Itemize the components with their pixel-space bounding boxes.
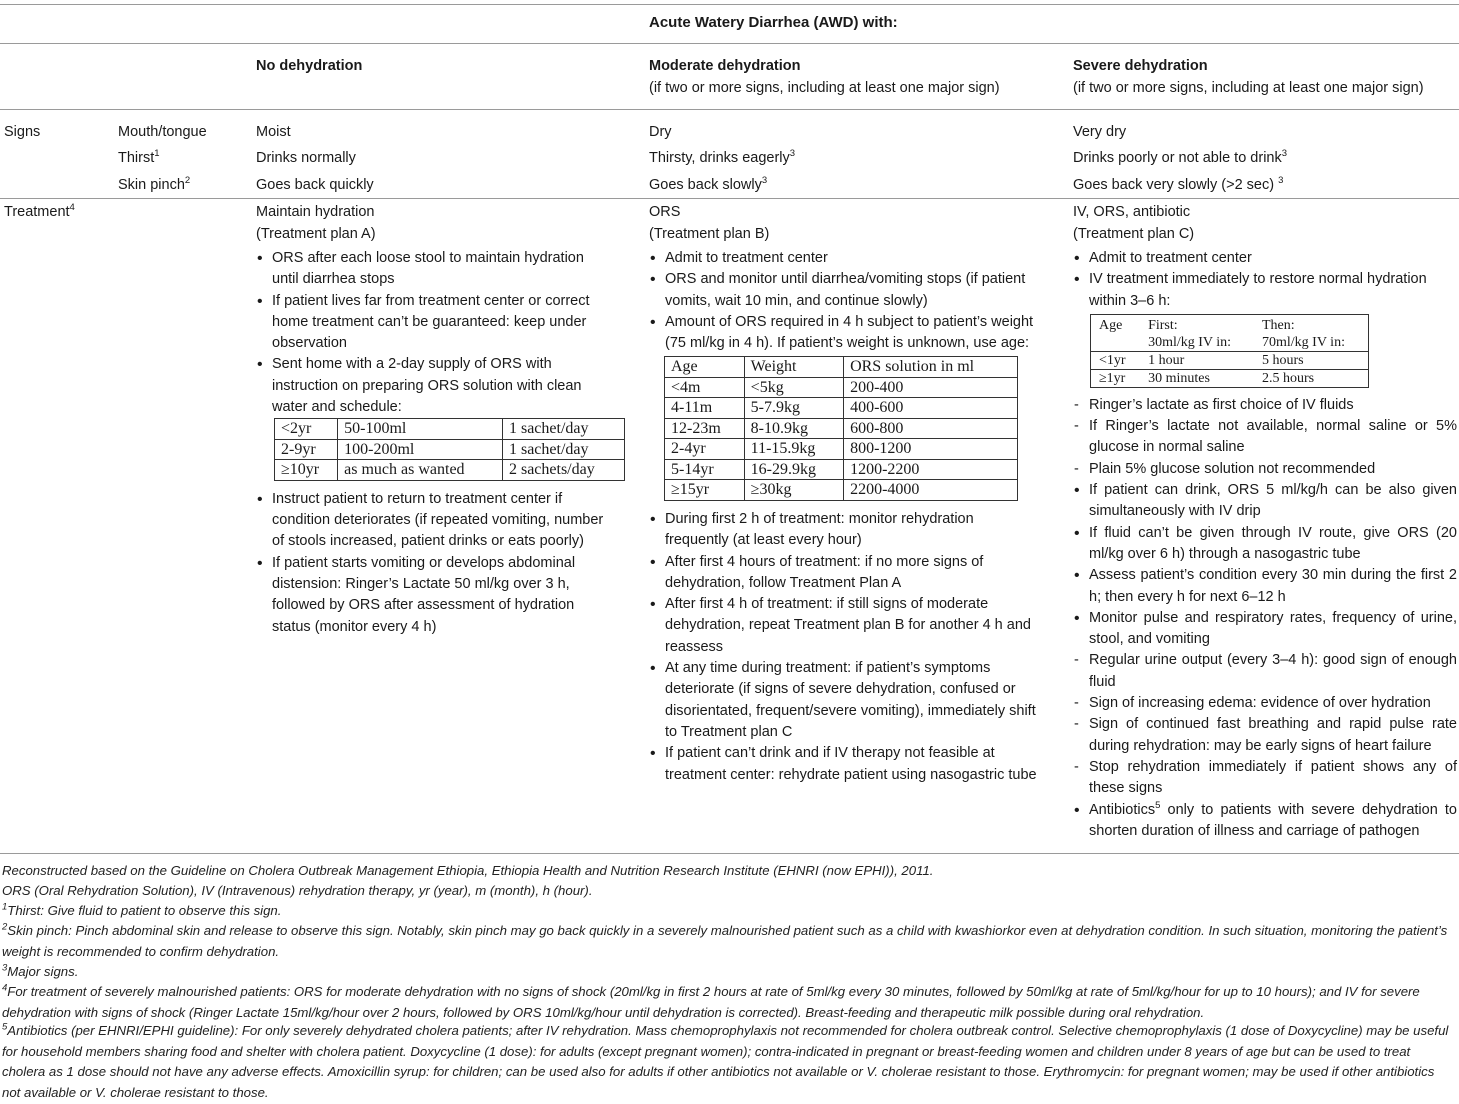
sign-name: Thirst$^1$ [118,148,160,166]
list-item: • ORS and monitor until diarrhea/vomiting stops (if patient vomits, wait 10 min, and continue slowly) [649,269,1041,312]
sign-moderate: Thirsty, drinks eagerly$^3$ [649,148,796,166]
plan-b-list-1 [649,248,1041,333]
plan-a-subheading: (Treatment plan A) [256,225,376,242]
ors-supply-table [274,418,625,481]
col-header-moderate [649,56,1000,99]
top-rule [0,4,1459,5]
treatment-plan-b [649,202,1041,786]
table-header-row: Age Weight ORS solution in ml [665,357,1018,378]
list-item: • If fluid can’t be given through IV route, give ORS (20 ml/kg over 6 h) through a nasogastric tube [1073,523,1457,566]
list-item: • At any time during treatment: if patient’s symptoms deteriorate (if signs of severe dehydration, confused or disorientated, frequent/severe vomiting), immediately shift to Treatment plan C [649,658,1041,743]
list-item: • Sent home with a 2-day supply of ORS with instruction on preparing ORS solution with clean water and schedule: [256,354,608,418]
sign-severe: Drinks poorly or not able to drink$^3$ [1073,148,1288,166]
column-header-rule [0,109,1459,110]
footnote-abbreviations: ORS (Oral Rehydration Solution), IV (Intravenous) rehydration therapy, yr (year), m (month), h (hour). [2,883,593,898]
sign-name: Mouth/tongue [118,124,207,140]
sign-none: Goes back quickly [256,177,374,193]
list-item: • If patient can’t drink and if IV therapy not feasible at treatment center: rehydrate patient using nasogastric tube [649,743,1041,786]
table-row: 5-14yr 16-29.9kg 1200-2200 [665,459,1018,480]
plan-c-list-1 [1073,248,1457,312]
plan-a-list-1 [256,248,608,418]
list-item: • Admit to treatment center [1073,248,1457,269]
list-item: • If patient can drink, ORS 5 ml/kg/h can be also given simultaneously with IV drip [1073,480,1457,523]
plan-c-list-2 [1073,395,1457,842]
plan-c-subheading: (Treatment plan C) [1073,225,1195,242]
table-row: <2yr 50-100ml 1 sachet/day [275,419,625,440]
treatment-plan-a [256,202,608,638]
col-subtitle: (if two or more signs, including at least one major sign) [1073,79,1424,96]
col-title: No dehydration [256,58,363,74]
plan-a-heading: Maintain hydration [256,204,375,220]
table-row: ≥10yr as much as wanted 2 sachets/day [275,460,625,481]
table-row: 12-23m 8-10.9kg 600-800 [665,418,1018,439]
list-item: • ORS after each loose stool to maintain hydration until diarrhea stops [256,248,608,291]
treatment-plan-c [1073,202,1457,842]
list-item: • IV treatment immediately to restore normal hydration within 3–6 h: [1073,269,1457,312]
plan-b-list-2 [649,509,1041,786]
plan-b-subheading: (Treatment plan B) [649,225,770,242]
list-item: • Antibiotics$^5$ only to patients with severe dehydration to shorten duration of illness and carriage of pathogen [1073,800,1457,843]
sign-severe: Very dry [1073,124,1127,140]
list-item: • After first 4 hours of treatment: if no more signs of dehydration, follow Treatment Plan A [649,552,1041,595]
col-header-none [256,56,362,78]
table-bottom-rule [0,853,1459,854]
header-rule [0,43,1459,44]
sign-name: Skin pinch$^2$ [118,175,191,193]
list-item: - Stop rehydration immediately if patient shows any of these signs [1073,757,1457,800]
list-item: • Admit to treatment center [649,248,1041,269]
list-item: - Sign of continued fast breathing and rapid pulse rate during rehydration: may be early signs of heart failure [1073,714,1457,757]
treatment-label: Treatment$^4$ [4,202,75,220]
list-item: - Regular urine output (every 3–4 h): good sign of enough fluid [1073,650,1457,693]
footnote-4: $^4$For treatment of severely malnourished patients: ORS for moderate dehydration with no signs of shock (20ml/kg in first 2 hours at rate of 5ml/kg every 30 minutes, followed by 50ml/kg at rate of 5ml/kg/hour for up to 10 hours); and IV for severe dehydration with signs of shock (Ringer Lactate 15ml/kg/hour over 2 hours, followed by ORS 10ml/kg/hour until dehydration is corrected). Breast-feeding and therapeutic milk possible during oral rehydration. [2,982,1420,1020]
list-item: • If patient lives far from treatment center or correct home treatment can’t be guaranteed: keep under observation [256,291,608,355]
plan-c-heading: IV, ORS, antibiotic [1073,204,1191,220]
footnote-2: $^2$Skin pinch: Pinch abdominal skin and release to observe this sign. Notably, skin pinch may go back quickly in a severely malnourished patient such as a child with kwashiorkor even at dehydration condition. In such situation, monitoring the patient’s weight is recommended to confirm dehydration. [2,921,1448,959]
list-item: • Instruct patient to return to treatment center if condition deteriorates (if repeated vomiting, number of stools increased, patient drinks or eats poorly) [256,489,608,553]
list-item: - Ringer’s lactate as first choice of IV fluids [1073,395,1457,416]
col-subtitle: (if two or more signs, including at least one major sign) [649,79,1000,96]
footnote-source: Reconstructed based on the Guideline on Cholera Outbreak Management Ethiopia, Ethiopia Health and Nutrition Research Institute (EHNRI (now EPHI)), 2011. [2,863,934,878]
table-row: 4-11m 5-7.9kg 400-600 [665,398,1018,419]
signs-rule [0,198,1459,199]
ors-amount-table [664,356,1018,501]
col-title: Moderate dehydration [649,58,801,74]
plan-b-note: (75 ml/kg in 4 h). If patient’s weight is unknown, use age: [665,335,1030,352]
list-item: • If patient starts vomiting or develops abdominal distension: Ringer’s Lactate 50 ml/kg over 3 h, followed by ORS after assessment of hydration status (monitor every 4 h) [256,553,608,638]
list-item: • After first 4 h of treatment: if still signs of moderate dehydration, repeat Treatment plan B for another 4 h and reassess [649,594,1041,658]
sign-moderate: Dry [649,124,672,140]
footnote-3: $^3$Major signs. [2,962,79,979]
list-item: • Amount of ORS required in 4 h subject to patient’s weight [649,312,1041,333]
list-item: - Sign of increasing edema: evidence of over hydration [1073,693,1457,714]
table-row: <1yr 1 hour 5 hours [1091,351,1369,369]
list-item: • During first 2 h of treatment: monitor rehydration frequently (at least every hour) [649,509,1041,552]
table-row: ≥15yr ≥30kg 2200-4000 [665,480,1018,501]
table-header-row: Age First: 30ml/kg IV in: Then: 70ml/kg IV in: [1091,314,1369,351]
footnote-5: $^5$Antibiotics (per EHNRI/EPHI guideline): For only severely dehydrated cholera patients; after IV rehydration. Mass chemoprophylaxis not recommended for cholera outbreak control. Selective chemoprophylaxis (1 dose of Doxycycline) may be useful for household members sharing food and shelter with cholera patient. Doxycycline (1 dose): for adults (except pregnant women); contra-indicated in pregnant or breast-feeding women and children under 8 years of age but can be used to treat cholera as 1 dose should not have any adverse effects. Amoxicillin syrup: for children; can be used also for adults if other antibiotics not available or V. cholerae resistant to those. Erythromycin: for pregnant women; may be used if other antibiotics not available or V. cholerae resistant to those. [2,1021,1449,1101]
table-row: 2-4yr 11-15.9kg 800-1200 [665,439,1018,460]
list-item: • Assess patient’s condition every 30 min during the first 2 h; then every h for next 6–12 h [1073,565,1457,608]
table-row: 2-9yr 100-200ml 1 sachet/day [275,439,625,460]
signs-label: Signs [4,124,41,140]
plan-b-heading: ORS [649,204,681,220]
table-title: Acute Watery Diarrhea (AWD) with: [649,14,898,31]
sign-severe: Goes back very slowly (>2 sec) $^3$ [1073,175,1284,193]
sign-none: Drinks normally [256,150,356,166]
list-item: - If Ringer’s lactate not available, normal saline or 5% glucose in normal saline [1073,416,1457,459]
sign-moderate: Goes back slowly$^3$ [649,175,768,193]
sign-none: Moist [256,124,291,140]
table-row: ≥1yr 30 minutes 2.5 hours [1099,370,1315,386]
col-header-severe [1073,56,1424,99]
list-item: • Monitor pulse and respiratory rates, frequency of urine, stool, and vomiting [1073,608,1457,651]
iv-schedule-table [1090,314,1369,388]
footnote-1: $^1$Thirst: Give fluid to patient to observe this sign. [2,901,282,918]
table-row: <4m <5kg 200-400 [665,377,1018,398]
plan-a-list-2 [256,489,608,638]
list-item: - Plain 5% glucose solution not recommended [1073,459,1457,480]
col-title: Severe dehydration [1073,58,1208,74]
